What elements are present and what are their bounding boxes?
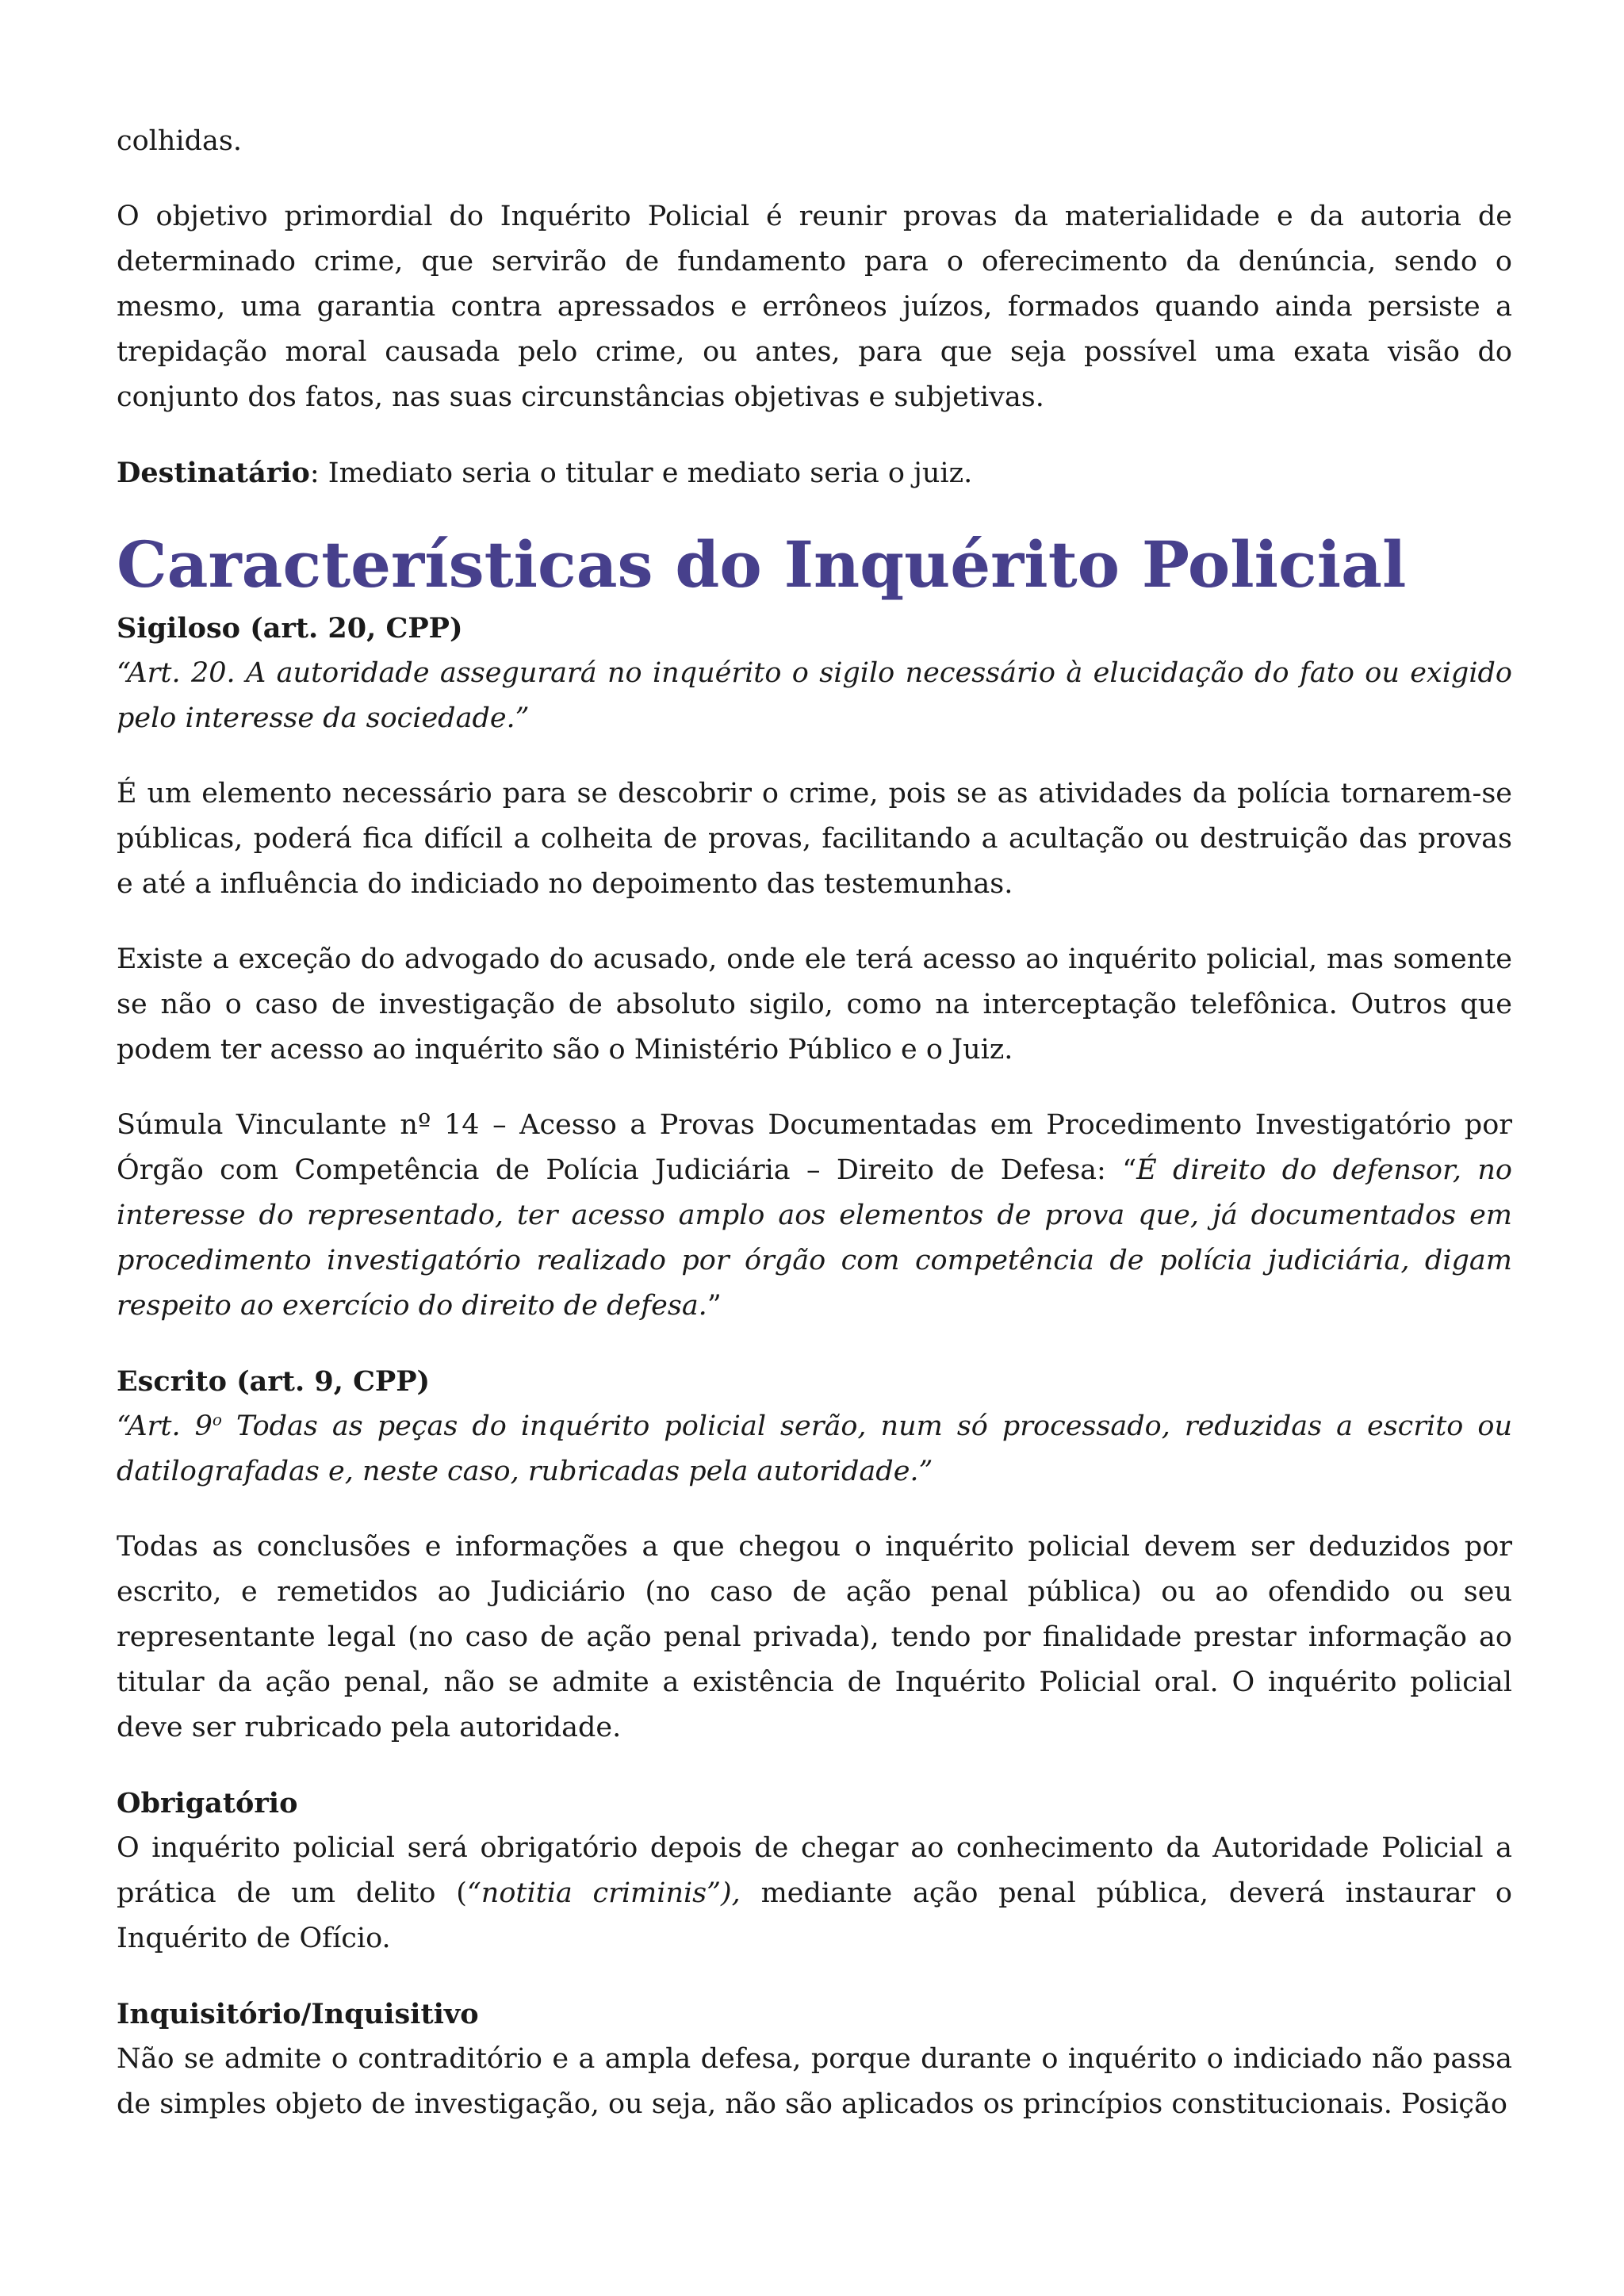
escrito-paragraph-1: Todas as conclusões e informações a que chegou o inquérito policial devem ser deduzidos por escrito, e remetidos ao Judiciário (no caso de ação penal pública) ou ao ofendido ou seu representante legal (no caso de ação penal privada), tendo por finalidade prestar informação ao titular da ação penal, não se admite a existência de Inquérito Policial oral. O inquérito policial deve ser rubricado pela autoridade. — [117, 1531, 1512, 1743]
sigiloso-paragraph-2: Existe a exceção do advogado do acusado, onde ele terá acesso ao inquérito policial, mas somente se não o caso de investigação de absoluto sigilo, como na interceptação telefônica. Outros que podem ter acesso ao inquérito são o Ministério Público e o Juiz. — [117, 943, 1512, 1066]
escrito-block — [117, 1359, 1512, 1494]
escrito-quote — [117, 1410, 1512, 1487]
document-page — [117, 119, 1512, 2157]
obrigatorio-title: Obrigatório — [117, 1787, 298, 1820]
sumula-paragraph — [117, 1103, 1512, 1329]
inquisitorio-title: Inquisitório/Inquisitivo — [117, 1998, 479, 2030]
sigiloso-title: Sigiloso (art. 20, CPP) — [117, 612, 463, 645]
obrigatorio-text-end: mediante ação penal pública, deverá instaurar o Inquérito de Ofício. — [117, 1877, 1512, 1954]
escrito-title: Escrito (art. 9, CPP) — [117, 1365, 431, 1398]
recipient-text: : Imediato seria o titular e mediato seria o juiz. — [309, 457, 973, 489]
sumula-quote: É direito do defensor, no interesse do representado, ter acesso amplo aos elementos de prova que, já documentados em procedimento investigatório realizado por órgão com competência de polícia judiciária, digam respeito ao exercício do direito de defesa. — [117, 1154, 1513, 1322]
recipient-paragraph — [117, 450, 1512, 496]
sumula-close: ” — [707, 1290, 722, 1322]
obrigatorio-text-italic: “notitia criminis”), — [466, 1877, 741, 1909]
sigiloso-paragraph-1: É um elemento necessário para se descobrir o crime, pois se as atividades da polícia tornarem-se públicas, poderá fica difícil a colheita de provas, facilitando a acultação ou destruição das provas e até a influência do indiciado no depoimento das testemunhas. — [117, 778, 1512, 900]
escrito-quote-rest: Todas as peças do inquérito policial serão, num só processado, reduzidas a escrito ou datilografadas e, neste caso, rubricadas pela autoridade.” — [117, 1410, 1512, 1487]
escrito-quote-start: “Art. 9 — [117, 1410, 213, 1442]
fragment-paragraph: colhidas. — [117, 125, 242, 157]
obrigatorio-block — [117, 1781, 1512, 1961]
escrito-quote-ordinal: o — [212, 1410, 222, 1429]
section-heading: Características do Inquérito Policial — [117, 527, 1407, 602]
recipient-label: Destinatário — [117, 457, 310, 489]
objective-paragraph: O objetivo primordial do Inquérito Policial é reunir provas da materialidade e da autoria de determinado crime, que servirão de fundamento para o oferecimento da denúncia, sendo o mesmo, uma garantia contra apressados e errôneos juízos, formados quando ainda persiste a trepidação moral causada pelo crime, ou antes, para que seja possível uma exata visão do conjunto dos fatos, nas suas circunstâncias objetivas e subjetivas. — [117, 201, 1512, 413]
inquisitorio-text: Não se admite o contraditório e a ampla defesa, porque durante o inquérito o indiciado não passa de simples objeto de investigação, ou seja, não são aplicados os princípios constitucionais. Posição — [117, 2043, 1512, 2120]
inquisitorio-block — [117, 1992, 1512, 2127]
sumula-lead: Súmula Vinculante nº 14 – Acesso a Provas Documentadas em Procedimento Investigatório por Órgão com Competência de Polícia Judiciária – Direito de Defesa: “ — [117, 1109, 1512, 1186]
sigiloso-block — [117, 606, 1512, 741]
sigiloso-quote: “Art. 20. A autoridade assegurará no inquérito o sigilo necessário à elucidação do fato ou exigido pelo interesse da sociedade.” — [117, 657, 1512, 734]
obrigatorio-text-start: O inquérito policial será obrigatório depois de chegar ao conhecimento da Autoridade Policial a prática de um delito ( — [117, 1832, 1512, 1909]
